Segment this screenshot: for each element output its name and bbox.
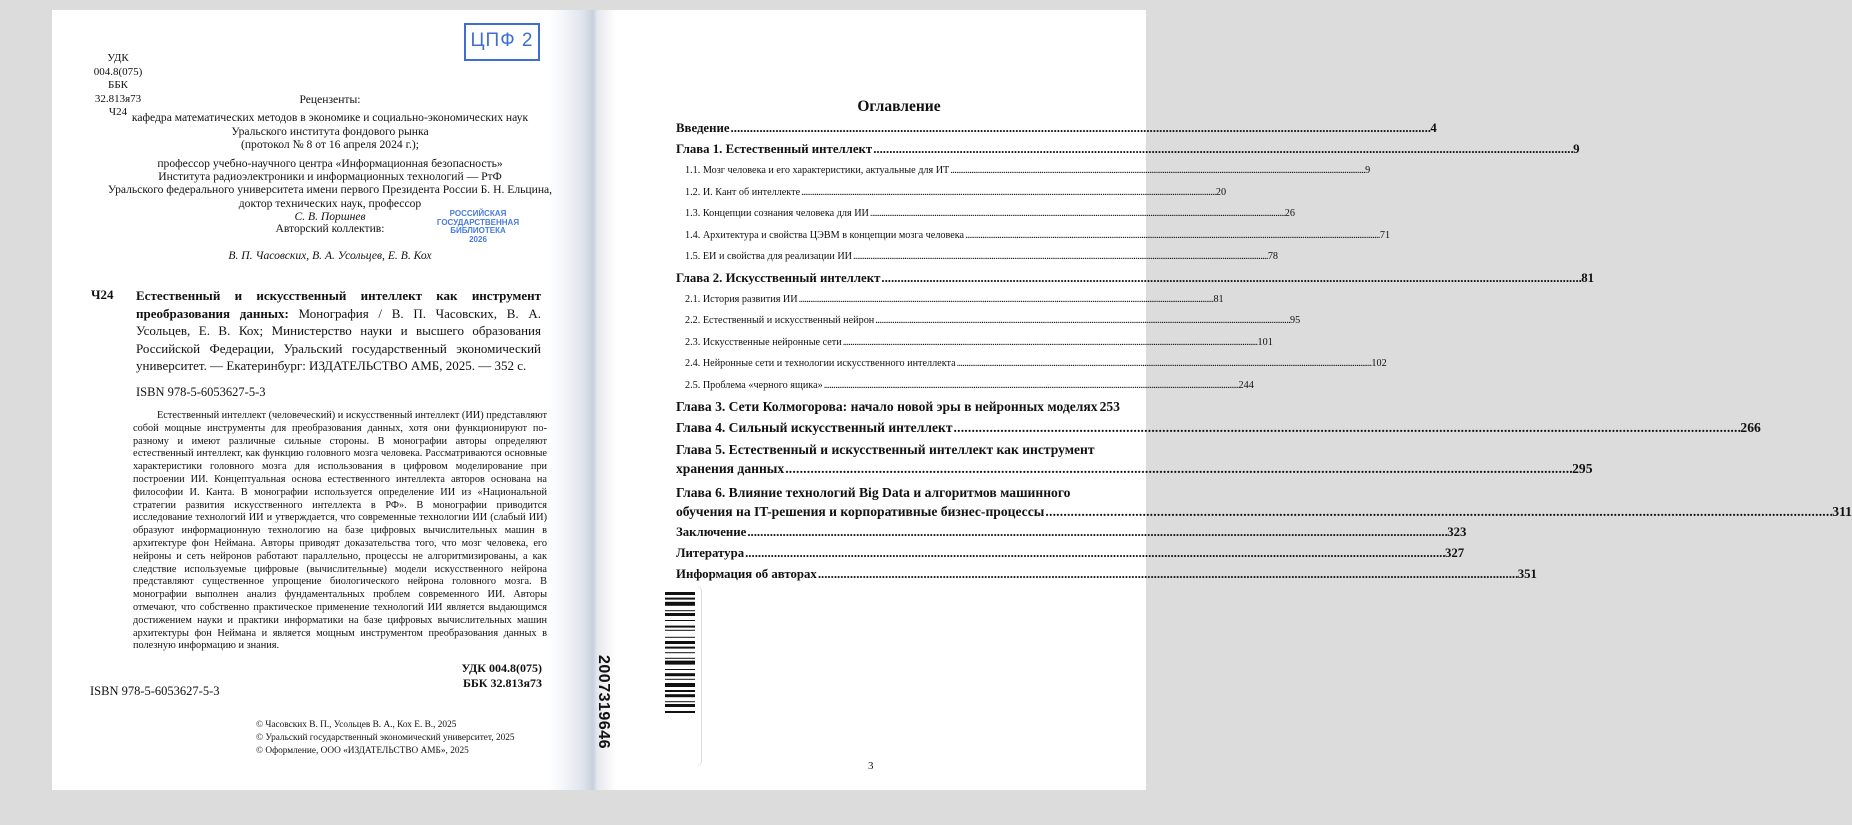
toc-entry-title: Введение <box>676 121 730 135</box>
barcode-bar <box>665 694 695 697</box>
toc-entry-section-1-5[interactable] <box>676 246 1279 268</box>
reviewers-block <box>100 93 560 224</box>
toc-entry-title: Глава 1. Естественный интеллект <box>676 142 873 156</box>
toc-entry-chapter-2[interactable] <box>676 268 1595 289</box>
reviewer-line: профессор учебно-научного центра «Информационная безопасность» <box>157 156 503 170</box>
toc-entry-section-2-5[interactable] <box>676 375 1254 397</box>
toc-leader <box>785 458 1571 479</box>
toc-entry-title: Заключение <box>676 525 747 539</box>
toc-leader <box>873 139 1572 160</box>
toc-entry-title: 1.2. И. Кант об интеллекте <box>685 186 801 198</box>
barcode-bar <box>665 658 695 659</box>
author-mark: Ч24 <box>108 106 128 118</box>
toc-entry-title: обучения на IT-решения и корпоративные бизнес-процессы <box>676 504 1045 519</box>
toc-entry-page: 4 <box>1430 121 1437 135</box>
toc-leader <box>799 289 1213 311</box>
toc-entry-chapter-1[interactable] <box>676 139 1580 160</box>
toc-entry-section-2-3[interactable] <box>676 332 1273 354</box>
bbk-code: ББК 32.813я73 <box>94 79 142 105</box>
isbn: ISBN 978-5-6053627-5-3 <box>136 385 266 399</box>
toc-entry-section-1-2[interactable] <box>676 182 1227 204</box>
toc-leader <box>1045 501 1831 522</box>
toc-leader <box>818 564 1517 585</box>
toc-entry-page: 102 <box>1371 358 1387 369</box>
reviewer-line: Уральского федерального университета имени первого Президента России Б. Н. Ельцина, <box>107 183 553 197</box>
reviewer-line: Института радиоэлектроники и информационных технологий — РтФ <box>158 170 502 184</box>
reviewer-line: Уральского института фондового рынка <box>231 124 429 138</box>
toc-entry-chapter-3[interactable] <box>676 396 1120 417</box>
toc-entry-title: Информация об авторах <box>676 567 817 581</box>
barcode-bar <box>665 637 695 638</box>
toc-entry-introduction[interactable] <box>676 118 1437 139</box>
reviewer-line: доктор технических наук, профессор <box>238 196 422 210</box>
toc-entry-title: 2.2. Естественный и искусственный нейрон <box>685 315 875 326</box>
toc-title: Оглавление <box>857 98 941 115</box>
toc-leader <box>747 522 1446 543</box>
library-stamp-line: ГОСУДАРСТВЕННАЯ <box>436 217 520 227</box>
toc-entry-chapter-4[interactable] <box>676 417 1761 438</box>
toc-entry-page: 26 <box>1284 208 1295 219</box>
toc-entry-section-1-1[interactable] <box>676 160 1371 182</box>
barcode-bar <box>665 630 695 631</box>
toc-entry-page: 71 <box>1379 229 1391 241</box>
barcode-bar <box>665 598 695 600</box>
barcode-bar <box>665 690 695 692</box>
authors-list: В. П. Часовских, В. А. Усольцев, Е. В. Кох <box>228 249 432 262</box>
toc-entry-page: 9 <box>1365 165 1371 176</box>
barcode-bar <box>665 610 695 611</box>
toc-entry-title: 2.1. История развития ИИ <box>685 293 798 305</box>
toc-entry-section-2-4[interactable] <box>676 353 1387 375</box>
catalog-code: Ч24 <box>91 287 114 302</box>
toc-leader <box>875 310 1289 332</box>
copyright-block <box>256 719 556 758</box>
toc-leader <box>881 268 1580 289</box>
barcode-bar <box>665 641 695 644</box>
toc-entry-page: 311 <box>1832 504 1852 519</box>
toc-entry-literature[interactable] <box>676 543 1465 564</box>
copyright-line: © Часовских В. П., Усольцев В. А., Кох Е. В., 2025 <box>256 720 457 730</box>
toc-entry-conclusion[interactable] <box>676 522 1467 543</box>
abstract-text: Естественный интеллект (человеческий) и искусственный интеллект (ИИ) представляют собой мощные инструменты для преобразования данных, хотя они функционируют по-разному и имеют различные сильные стороны. В монографии авторы определяют естественный интеллект, как функцию головного мозга человека. Рассматриваются основные характеристики головного мозга для использования в цифровом моделирование при построении ИИ. Концептуальная основа естественного интеллекта авторов основана на философии И. Канта. В монографии используется определение ИИ из «Национальной стратегии развития искусственного интеллекта в РФ». В монографии приводится исследование технологий ИИ и утверждается, что современные технологии ИИ (слабый ИИ) образуют информационную технологию на базе цифровых вычислительных машин в архитектуре фон Неймана. Авторы приводят доказательства того, что мозг человека, его нейроны и сеть нейронов работают параллельно, процессы не алгоритмизированы, а как следствие используемые цифровые (вычислительные) модели искусственного нейрона представляют существенное упрощение биологического нейрона головного мозга. В монографии выполнен анализ фундаментальных проблем современного ИИ. Авторы отмечают, что собственно практическое применение технологий ИИ является выдающимся достижением науки и практики информатики на базе цифровых вычислительных машин архитектуры фон Неймана и является мощным инструментом преобразования данных в полезную информацию и знания. <box>133 410 547 652</box>
barcode-icon <box>665 592 695 760</box>
barcode-bar <box>665 626 695 628</box>
toc-leader <box>843 332 1257 354</box>
toc-entry-title: Литература <box>676 546 745 560</box>
toc-entry-section-1-4[interactable] <box>676 225 1391 247</box>
toc-leader <box>965 225 1379 247</box>
isbn-bottom: ISBN 978-5-6053627-5-3 <box>90 684 220 698</box>
toc-entry-page: 101 <box>1257 336 1273 348</box>
toc-entry-page: 351 <box>1517 567 1537 581</box>
toc-entry-title: 2.4. Нейронные сети и технологии искусственного интеллекта <box>685 358 956 369</box>
abstract <box>133 410 547 653</box>
barcode-bar <box>665 620 695 621</box>
toc-leader <box>731 118 1430 139</box>
udk-code-bottom: УДК 004.8(075) <box>461 661 542 675</box>
library-stamp-line: БИБЛИОТЕКА <box>450 226 506 235</box>
toc-entry-section-2-2[interactable] <box>676 310 1301 332</box>
barcode-number: 2007319646 <box>595 655 612 749</box>
toc-entry-page: 253 <box>1099 399 1120 414</box>
barcode-bar <box>665 679 695 680</box>
toc-entry-page: 327 <box>1444 546 1465 560</box>
toc-entry-line2 <box>676 501 1852 522</box>
toc-leader <box>824 375 1238 397</box>
barcode-bar <box>665 704 695 707</box>
bbk-code-bottom: ББК 32.813я73 <box>462 676 542 690</box>
barcode-bar <box>665 647 695 649</box>
toc-leader <box>957 353 1371 375</box>
library-stamp-line: РОССИЙСКАЯ <box>449 209 507 218</box>
toc-entry-section-1-3[interactable] <box>676 203 1295 225</box>
toc-leader <box>801 182 1215 204</box>
toc-entry-title: 1.5. ЕИ и свойства для реализации ИИ <box>685 251 853 262</box>
reviewer-line: (протокол № 8 от 16 апреля 2024 г.); <box>240 138 419 152</box>
toc-leader <box>950 160 1364 182</box>
barcode-bar <box>665 711 695 713</box>
copyright-line: © Уральский государственный экономический университет, 2025 <box>256 733 515 743</box>
barcode-bar <box>665 602 695 606</box>
toc-leader <box>870 203 1284 225</box>
cpf-stamp: ЦПФ 2 <box>464 23 540 61</box>
toc-entry-title: хранения данных <box>676 461 785 476</box>
toc-entry-page: 78 <box>1267 251 1279 262</box>
barcode-bar <box>665 683 695 687</box>
table-of-contents <box>676 118 1852 585</box>
toc-leader <box>954 417 1740 438</box>
barcode-bar <box>665 701 695 702</box>
toc-entry-page: 81 <box>1213 293 1224 305</box>
toc-entry-title: 1.1. Мозг человека и его характеристики, актуальные для ИТ <box>685 165 950 176</box>
bibliographic-record <box>136 287 541 375</box>
barcode-sticker <box>657 586 701 766</box>
toc-entry-title-line1: Глава 6. Влияние технологий Big Data и алгоритмов машинного <box>676 485 1071 500</box>
barcode-bar <box>665 592 695 595</box>
toc-leader <box>853 246 1267 268</box>
barcode-bar <box>665 661 695 665</box>
barcode-bar <box>665 673 695 676</box>
barcode-bar <box>665 669 695 670</box>
toc-entry-page: 295 <box>1572 461 1593 476</box>
page-number: 3 <box>868 760 874 772</box>
toc-entry-page: 266 <box>1740 420 1761 435</box>
book-title: Естественный и искусственный интеллект как инструмент преобразования данных: <box>136 288 541 321</box>
toc-entry-page: 323 <box>1447 525 1467 539</box>
udk-code: УДК 004.8(075) <box>93 52 143 78</box>
toc-entry-title: 1.3. Концепции сознания человека для ИИ <box>685 208 869 219</box>
toc-entry-title: Глава 3. Сети Колмогорова: начало новой эры в нейронных моделях <box>676 399 1098 414</box>
toc-entry-title: 2.5. Проблема «черного ящика» <box>685 379 823 391</box>
toc-entry-title: Глава 2. Искусственный интеллект <box>676 270 881 285</box>
toc-entry-page: 244 <box>1238 379 1254 391</box>
classification-codes-bottom <box>400 661 542 691</box>
toc-entry-title: 2.3. Искусственные нейронные сети <box>685 336 842 348</box>
toc-entry-page: 9 <box>1573 142 1580 156</box>
toc-entry-title-line1: Глава 5. Естественный и искусственный интеллект как инструмент <box>676 442 1095 457</box>
toc-leader <box>745 543 1444 564</box>
toc-entry-line2 <box>676 458 1593 479</box>
toc-entry-chapter-6[interactable] <box>676 484 1852 522</box>
collective-heading: Авторский коллектив: <box>275 222 385 235</box>
toc-entry-page: 81 <box>1581 270 1595 285</box>
library-stamp-year: 2026 <box>469 234 487 244</box>
barcode-bar <box>665 613 695 616</box>
copyright-line: © Оформление, ООО «ИЗДАТЕЛЬСТВО АМБ», 2025 <box>256 746 469 756</box>
toc-entry-section-2-1[interactable] <box>676 289 1224 311</box>
reviewers-heading: Рецензенты: <box>299 93 361 106</box>
toc-entry-title: 1.4. Архитектура и свойства ЦЭВМ в концепции мозга человека <box>685 229 965 241</box>
reviewer-line: кафедра математических методов в экономике и социально-экономических наук <box>131 111 529 125</box>
toc-entry-page: 20 <box>1215 186 1227 198</box>
toc-entry-page: 95 <box>1290 315 1301 326</box>
toc-entry-title: Глава 4. Сильный искусственный интеллект <box>676 420 953 435</box>
reviewer-name: С. В. Поршнев <box>294 210 366 224</box>
biblio-details: Монография / В. П. Часовских, В. А. Усольцев, Е. В. Кох; Министерство науки и высшего образования Российской Федерации, Уральский государственный экономический университет. — Екатеринбург: ИЗДАТЕЛЬСТВО АМБ, 2025. — 352 с. <box>136 305 541 373</box>
toc-entry-chapter-5[interactable] <box>676 441 1593 479</box>
barcode-bar <box>665 652 695 653</box>
toc-entry-authors-info[interactable] <box>676 564 1537 585</box>
